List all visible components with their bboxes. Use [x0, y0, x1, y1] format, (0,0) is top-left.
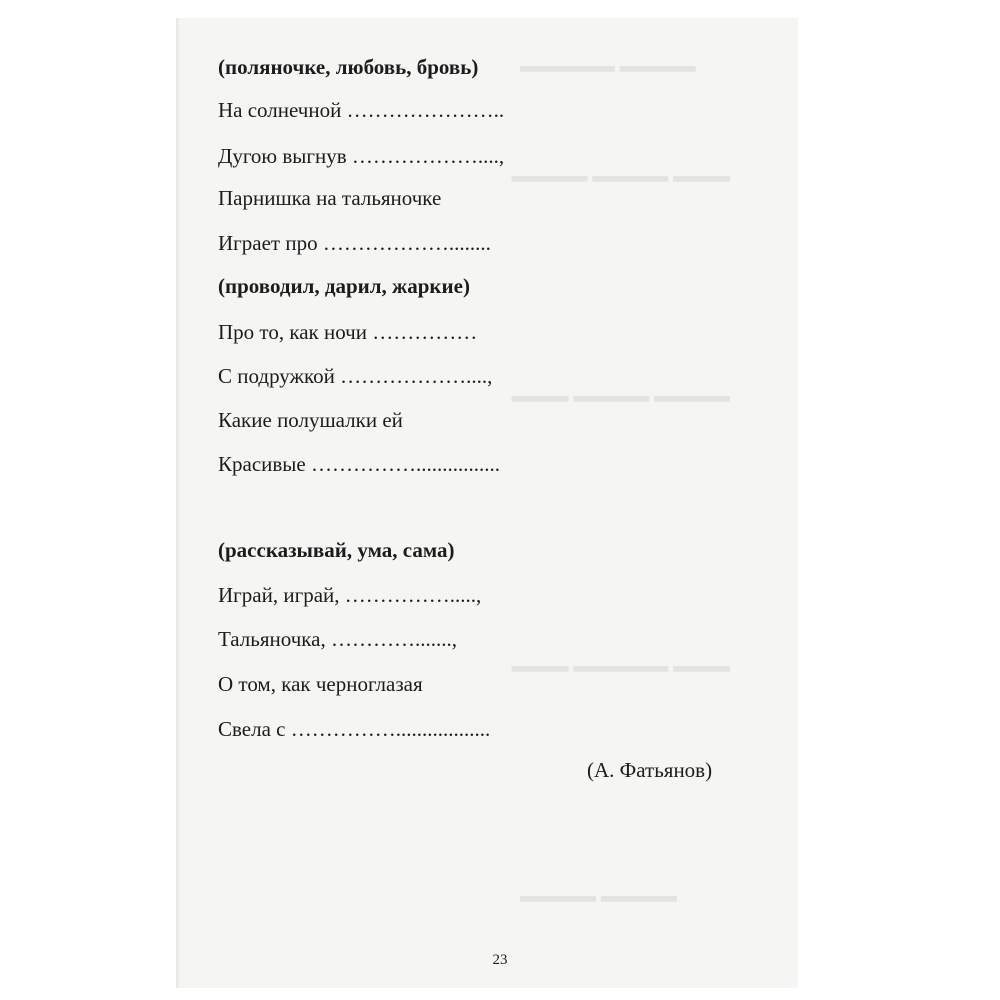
show-through-reverse-text: ▬▬▬▬ ▬▬▬▬: [520, 891, 677, 912]
stanza-2-line-2: С подружкой ………………....,: [218, 364, 493, 388]
stanza-2-line-1: Про то, как ночи ……………: [218, 320, 478, 344]
show-through-reverse-text: ▬▬▬ ▬▬▬▬ ▬▬▬▬: [511, 171, 730, 192]
stanza-3-line-2: Тальяночка, ………….......,: [218, 627, 457, 651]
stanza-3-line-4: Свела с ……………..................: [218, 717, 491, 741]
stanza-2-line-3: Какие полушалки ей: [218, 408, 403, 432]
stanza-2-line-4: Красивые ……………................: [218, 452, 500, 476]
show-through-reverse-text: ▬▬▬ ▬▬▬▬▬ ▬▬▬: [511, 661, 730, 682]
stanza-1-line-1: На солнечной …………………..: [218, 98, 505, 122]
stanza-1-hint-words: (поляночке, любовь, бровь): [218, 55, 479, 79]
stanza-3-line-3: О том, как черноглазая: [218, 672, 423, 696]
stanza-3-hint-words: (рассказывай, ума, сама): [218, 538, 455, 562]
show-through-reverse-text: ▬▬▬▬ ▬▬▬▬ ▬▬▬: [511, 391, 730, 412]
page-number: 23: [492, 952, 508, 968]
stanza-2-hint-words: (проводил, дарил, жаркие): [218, 274, 470, 298]
poem-author: (А. Фатьянов): [587, 758, 713, 782]
stanza-1-line-3: Парнишка на тальяночке: [218, 186, 442, 210]
page-edge-shadow: [176, 18, 180, 988]
stanza-3-line-1: Играй, играй, …………….....,: [218, 583, 482, 607]
show-through-reverse-text: ▬▬▬▬ ▬▬▬▬▬: [520, 61, 696, 82]
stanza-1-line-4: Играет про ………………........: [218, 231, 491, 255]
stanza-1-line-2: Дугою выгнув ………………....,: [218, 144, 505, 168]
